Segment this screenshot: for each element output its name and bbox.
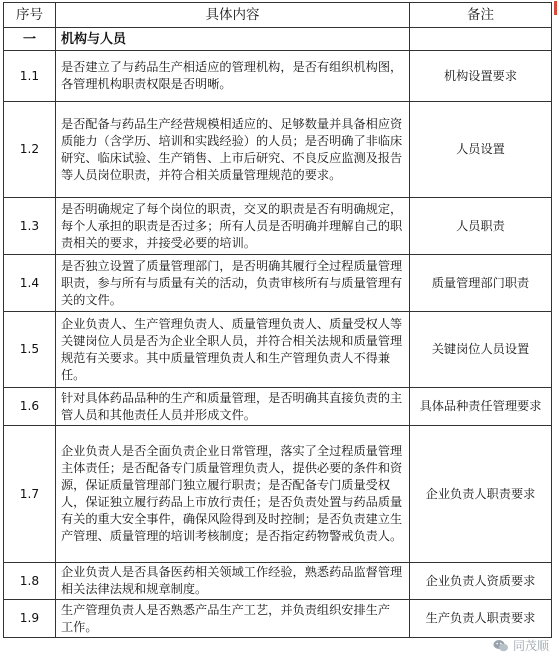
row-note: 关键岗位人员设置 bbox=[410, 312, 552, 388]
row-content: 是否配备与药品生产经营规模相适应的、足够数量并具备相应资质能力（含学历、培训和实践经验）的人员；是否明确了非临床研究、临床试验、生产销售、上市后研究、不良反应监测及报告等人员岗位职责，并符合相关质量管理规范的要求。 bbox=[56, 102, 410, 198]
row-content: 企业负责人是否全面负责企业日常管理，落实了全过程质量管理主体责任；是否配备专门质量管理负责人，提供必要的条件和资源，保证质量管理部门独立履行职责；是否配备专门质量受权人，保证独立履行药品上市放行责任；是否负责处置与药品质量有关的重大安全事件，确保风险得到及时控制；是否负责建立生产管理、质量管理的培训考核制度；是否指定药物警戒负责人。 bbox=[56, 426, 410, 563]
row-content: 针对具体药品品种的生产和质量管理，是否明确其直接负责的主管人员和其他责任人员并形成文件。 bbox=[56, 388, 410, 426]
row-note: 人员职责 bbox=[410, 198, 552, 255]
row-number: 1.8 bbox=[4, 563, 56, 600]
red-corner-mark bbox=[554, 1, 557, 15]
header-content: 具体内容 bbox=[56, 3, 410, 28]
table-row bbox=[4, 198, 552, 255]
table-row bbox=[4, 255, 552, 312]
row-number: 1.2 bbox=[4, 102, 56, 198]
row-number: 1.4 bbox=[4, 255, 56, 312]
row-number: 1.3 bbox=[4, 198, 56, 255]
inspection-table bbox=[3, 2, 552, 638]
row-number: 1.6 bbox=[4, 388, 56, 426]
table-row bbox=[4, 563, 552, 600]
row-content: 生产管理负责人是否熟悉产品生产工艺，并负责组织安排生产 工作。 bbox=[56, 600, 410, 638]
table-row bbox=[4, 102, 552, 198]
section-empty-cell bbox=[410, 28, 552, 51]
header-note: 备注 bbox=[410, 3, 552, 28]
table-row bbox=[4, 426, 552, 563]
table-header-row bbox=[4, 3, 552, 28]
table-row bbox=[4, 312, 552, 388]
wechat-icon bbox=[493, 639, 509, 653]
table-row bbox=[4, 388, 552, 426]
header-seq: 序号 bbox=[4, 3, 56, 28]
row-content: 企业负责人是否具备医药相关领域工作经验，熟悉药品监督管理相关法律法规和规章制度。 bbox=[56, 563, 410, 600]
row-content: 是否明确规定了每个岗位的职责，交叉的职责是否有明确规定，每个人承担的职责是否过多；所有人员是否明确并理解自己的职责相关的要求，并接受必要的培训。 bbox=[56, 198, 410, 255]
row-note: 机构设置要求 bbox=[410, 51, 552, 102]
row-content: 是否建立了与药品生产相适应的管理机构，是否有组织机构图，各管理机构职责权限是否明晰。 bbox=[56, 51, 410, 102]
row-note: 具体品种责任管理要求 bbox=[410, 388, 552, 426]
row-number: 1.1 bbox=[4, 51, 56, 102]
watermark bbox=[493, 637, 549, 654]
row-note: 质量管理部门职责 bbox=[410, 255, 552, 312]
row-note: 生产负责人职责要求 bbox=[410, 600, 552, 638]
row-note: 企业负责人资质要求 bbox=[410, 563, 552, 600]
table-row bbox=[4, 600, 552, 638]
row-number: 1.7 bbox=[4, 426, 56, 563]
section-number: 一 bbox=[4, 28, 56, 51]
section-row bbox=[4, 28, 552, 51]
watermark-text: 同茂顺 bbox=[512, 639, 549, 653]
row-content: 是否独立设置了质量管理部门，是否明确其履行全过程质量管理职责，参与所有与质量有关的活动，负责审核所有与质量管理有关的文件。 bbox=[56, 255, 410, 312]
row-note: 人员设置 bbox=[410, 102, 552, 198]
row-content: 企业负责人、生产管理负责人、质量管理负责人、质量受权人等关键岗位人员是否为企业全职人员，并符合相关法规和质量管理规范有关要求。其中质量管理负责人和生产管理负责人不得兼任。 bbox=[56, 312, 410, 388]
row-note: 企业负责人职责要求 bbox=[410, 426, 552, 563]
row-number: 1.5 bbox=[4, 312, 56, 388]
section-title: 机构与人员 bbox=[56, 28, 410, 51]
table-row bbox=[4, 51, 552, 102]
row-number: 1.9 bbox=[4, 600, 56, 638]
